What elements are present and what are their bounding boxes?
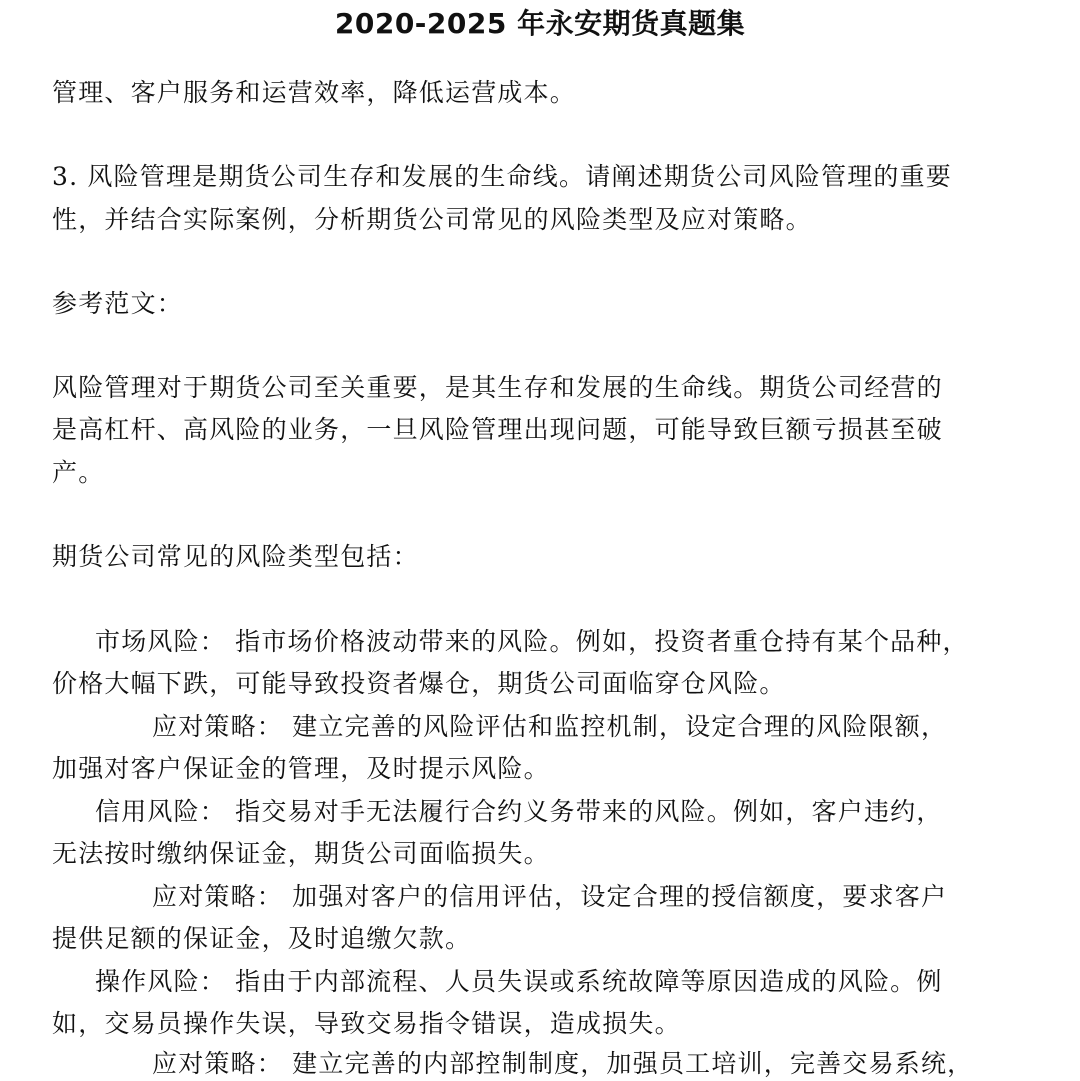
strategy-line: 应对策略： 建立完善的风险评估和监控机制，设定合理的风险限额， — [152, 712, 948, 741]
text-line: 管理、客户服务和运营效率，降低运营成本。 — [52, 78, 577, 107]
risk-item-line: 操作风险： 指由于内部流程、人员失误或系统故障等原因造成的风险。例 — [95, 967, 943, 996]
text-line: 风险管理对于期货公司至关重要，是其生存和发展的生命线。期货公司经营的 — [52, 373, 943, 402]
strategy-line: 应对策略： 加强对客户的信用评估，设定合理的授信额度，要求客户 — [152, 882, 948, 911]
risk-item-line: 如，交易员操作失误，导致交易指令错误，造成损失。 — [52, 1009, 681, 1038]
risk-item-line: 价格大幅下跌，可能导致投资者爆仓，期货公司面临穿仓风险。 — [52, 669, 786, 698]
section-heading: 期货公司常见的风险类型包括： — [52, 542, 419, 571]
strategy-line: 应对策略： 建立完善的内部控制制度，加强员工培训，完善交易系统， — [152, 1049, 974, 1078]
page-title: 2020-2025 年永安期货真题集 — [334, 7, 746, 40]
text-line: 产。 — [52, 458, 105, 487]
risk-item-line: 无法按时缴纳保证金，期货公司面临损失。 — [52, 839, 550, 868]
strategy-line: 加强对客户保证金的管理，及时提示风险。 — [52, 754, 550, 783]
strategy-line: 提供足额的保证金，及时追缴欠款。 — [52, 924, 472, 953]
text-line: 是高杠杆、高风险的业务，一旦风险管理出现问题，可能导致巨额亏损甚至破 — [52, 415, 943, 444]
question-line: 性，并结合实际案例，分析期货公司常见的风险类型及应对策略。 — [52, 205, 812, 234]
section-heading: 参考范文： — [52, 289, 184, 318]
risk-item-line: 信用风险： 指交易对手无法履行合约义务带来的风险。例如，客户违约， — [95, 797, 943, 826]
risk-item-line: 市场风险： 指市场价格波动带来的风险。例如，投资者重仓持有某个品种， — [95, 627, 969, 656]
question-line: 3. 风险管理是期货公司生存和发展的生命线。请阐述期货公司风险管理的重要 — [52, 162, 953, 191]
